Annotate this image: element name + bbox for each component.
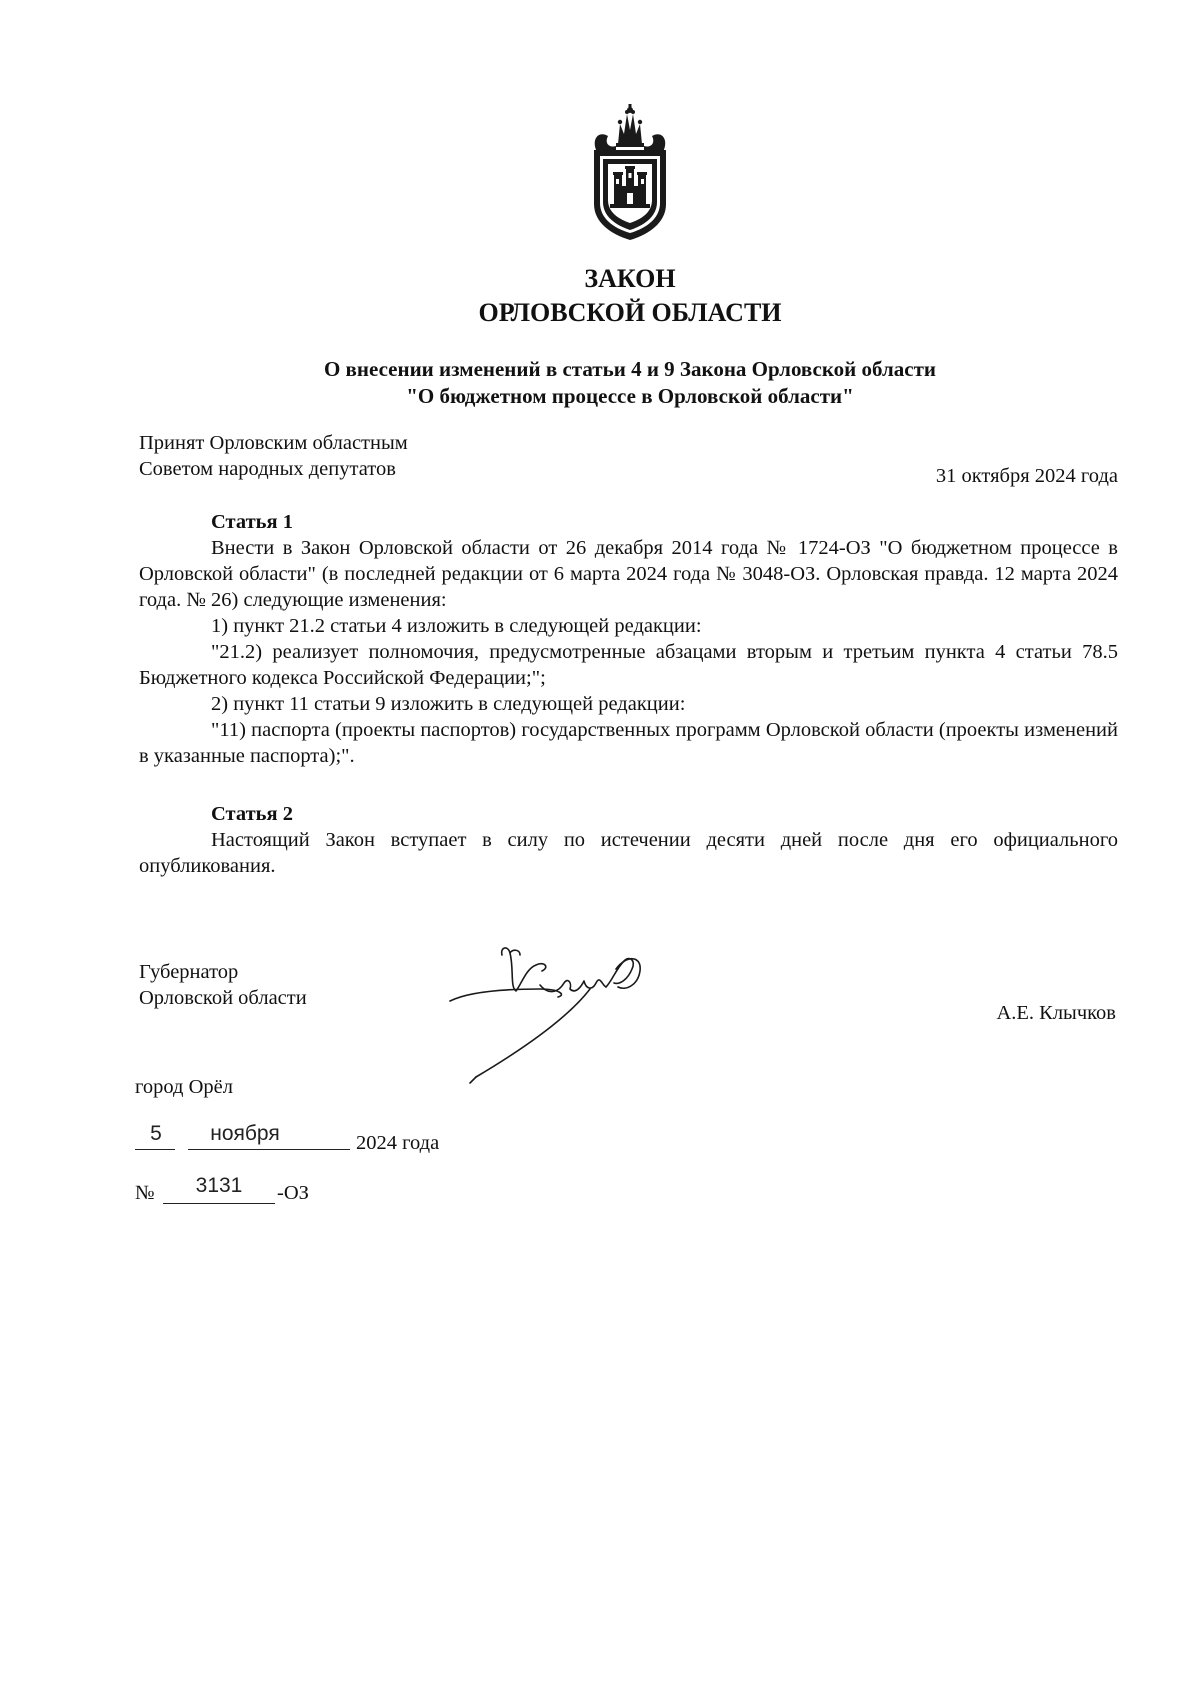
place-of-signing: город Орёл (135, 1076, 233, 1098)
article-1-paragraph-5: "11) паспорта (проекты паспортов) государственных программ Орловской области (проекты изменений в указанные паспорта);". (139, 719, 1118, 767)
law-number-underline (163, 1202, 275, 1204)
article-1-heading: Статья 1 (211, 511, 293, 533)
signatory-name: А.Е. Клычков (996, 1002, 1116, 1024)
article-1-paragraph-1: Внести в Закон Орловской области от 26 декабря 2014 года № 1724-ОЗ "О бюджетном процессе в Орловской области" (в последней редакции от 6 марта 2024 года № 3048-ОЗ. Орловская правда. 12 марта 2024 года. № 26) следующие изменения: (139, 537, 1118, 611)
signatory-position-line2: Орловской области (139, 987, 307, 1009)
signing-month: ноября (210, 1122, 280, 1145)
adoption-body-line1: Принят Орловским областным (139, 432, 408, 454)
document-subtitle-law-name: "О бюджетном процессе в Орловской области" (406, 384, 854, 408)
coat-of-arms-icon (580, 100, 680, 242)
article-2-paragraph-1: Настоящий Закон вступает в силу по истечении десяти дней после дня его официального опубликования. (139, 829, 1118, 877)
signatory-position-line1: Губернатор (139, 961, 239, 983)
signing-month-underline (188, 1148, 350, 1150)
law-number-prefix: № (135, 1182, 155, 1204)
signing-year: 2024 года (356, 1132, 440, 1154)
document-title: ЗАКОН (584, 264, 676, 293)
adoption-date: 31 октября 2024 года (935, 465, 1118, 487)
handwritten-signature (440, 925, 680, 1095)
article-1-paragraph-4: 2) пункт 11 статьи 9 изложить в следующей редакции: (211, 693, 686, 715)
adoption-body-line2: Советом народных депутатов (139, 458, 396, 480)
law-number-suffix: -ОЗ (277, 1182, 309, 1204)
law-number-value: 3131 (195, 1174, 243, 1197)
signing-day-underline (135, 1148, 175, 1150)
article-1-paragraph-3: "21.2) реализует полномочия, предусмотренные абзацами вторым и третьим пункта 4 статьи 78.5 Бюджетного кодекса Российской Федерации;"; (139, 641, 1118, 689)
article-1-paragraph-2: 1) пункт 21.2 статьи 4 изложить в следующей редакции: (211, 615, 702, 637)
document-subtitle: О внесении изменений в статьи 4 и 9 Закона Орловской области (323, 357, 937, 381)
signing-day: 5 (150, 1122, 162, 1145)
document-title-region: ОРЛОВСКОЙ ОБЛАСТИ (478, 298, 782, 327)
article-2-heading: Статья 2 (211, 803, 293, 825)
